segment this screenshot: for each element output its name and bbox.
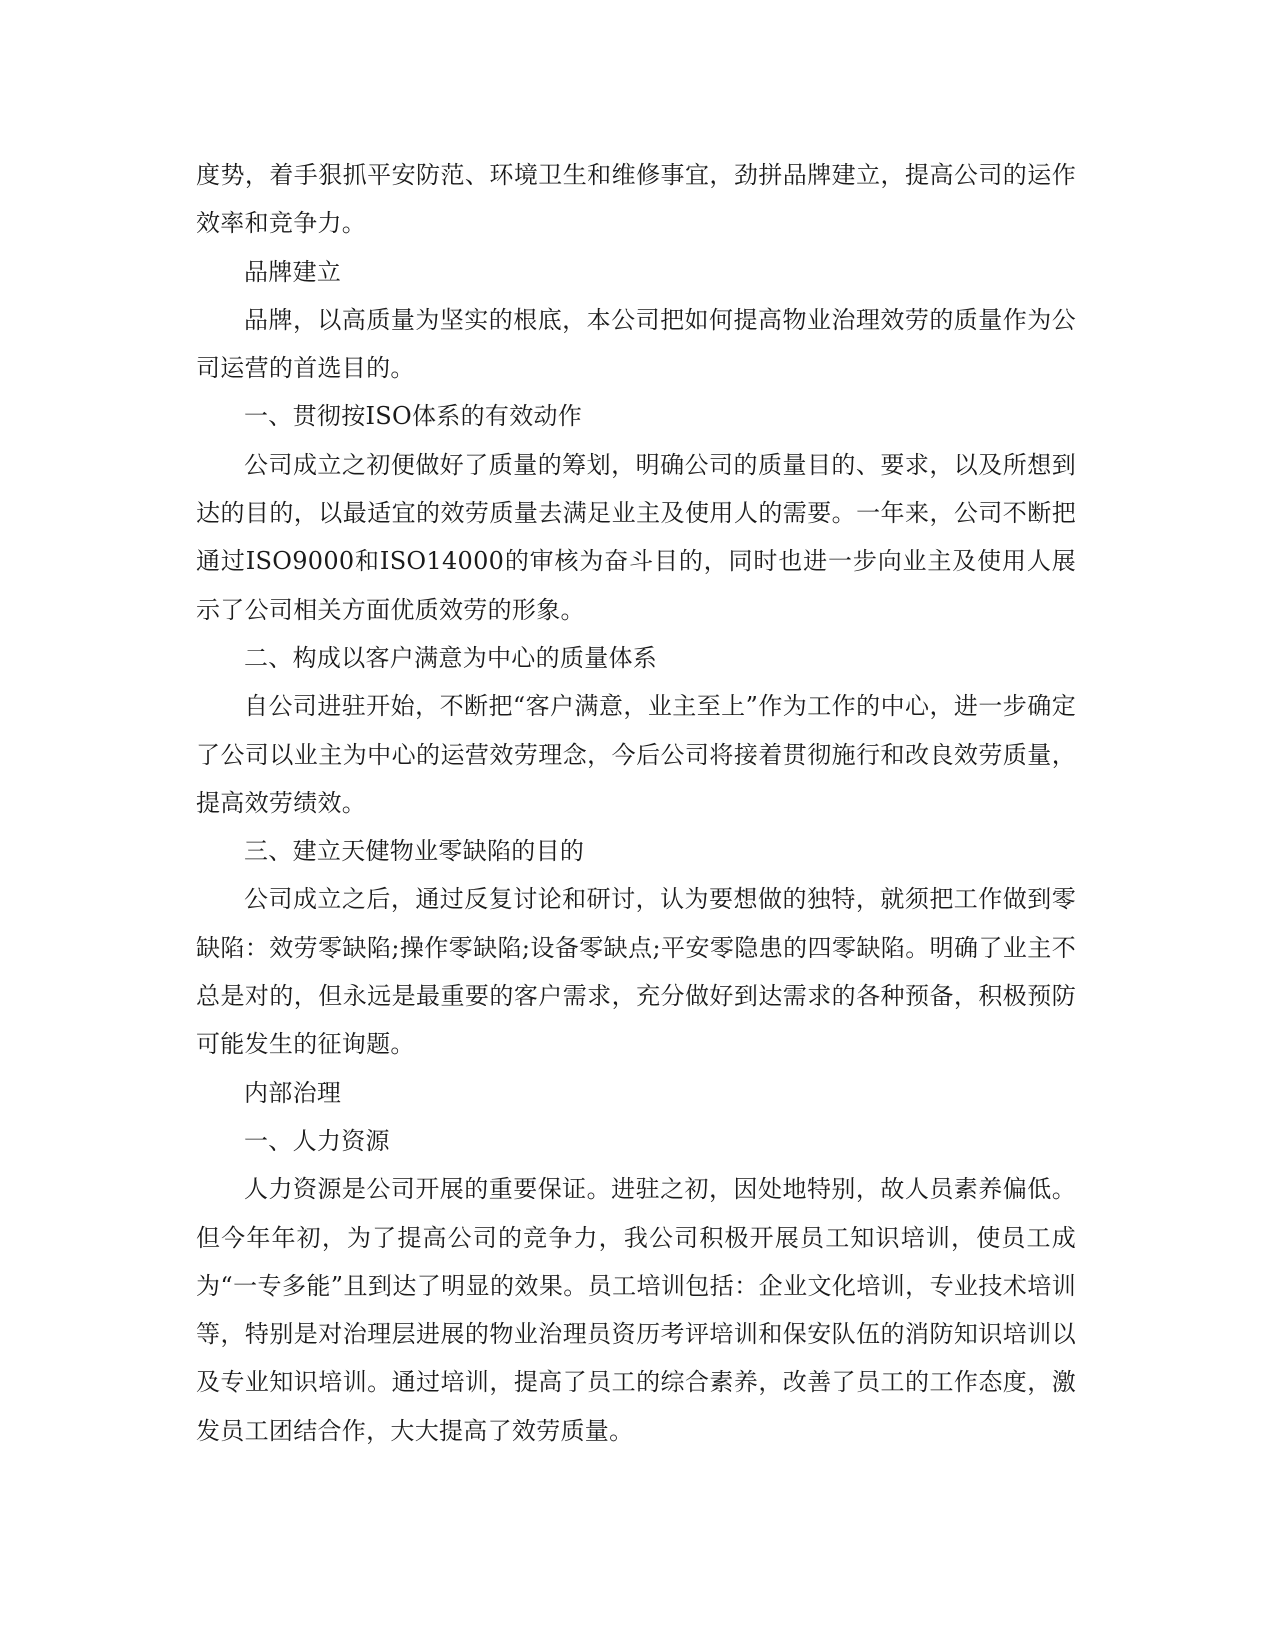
subheading-hr: 一、人力资源 (244, 1126, 390, 1155)
document-body (196, 151, 1076, 1455)
section-heading-brand: 品牌建立 (244, 257, 342, 286)
paragraph-brand: 品牌，以高质量为坚实的根底，本公司把如何提高物业治理效劳的质量作为公司运营的首选目的。 (196, 305, 1076, 383)
paragraph-zero-defect: 公司成立之后，通过反复讨论和研讨，认为要想做的独特，就须把工作做到零缺陷：效劳零缺陷;操作零缺陷;设备零缺点;平安零隐患的四零缺陷。明确了业主不总是对的，但永远是最重要的客户需求，充分做好到达需求的各种预备，积极预防可能发生的征询题。 (196, 885, 1076, 1059)
paragraph-intro-continuation: 度势，着手狠抓平安防范、环境卫生和维修事宜，劲拼品牌建立，提高公司的运作效率和竞争力。 (196, 161, 1076, 238)
section-heading-internal: 内部治理 (244, 1078, 342, 1107)
subheading-iso: 一、贯彻按ISO体系的有效动作 (244, 402, 583, 431)
paragraph-iso: 公司成立之初便做好了质量的筹划，明确公司的质量目的、要求，以及所想到达的目的，以最适宜的效劳质量去满足业主及使用人的需要。一年来，公司不断把通过ISO9000和ISO14000的审核为奋斗目的，同时也进一步向业主及使用人展示了公司相关方面优质效劳的形象。 (196, 450, 1076, 624)
paragraph-hr: 人力资源是公司开展的重要保证。进驻之初，因处地特别，故人员素养偏低。但今年年初，为了提高公司的竞争力，我公司积极开展员工知识培训，使员工成为“一专多能”且到达了明显的效果。员工培训包括：企业文化培训，专业技术培训等，特别是对治理层进展的物业治理员资历考评培训和保安队伍的消防知识培训以及专业知识培训。通过培训，提高了员工的综合素养，改善了员工的工作态度，激发员工团结合作，大大提高了效劳质量。 (196, 1175, 1076, 1445)
paragraph-quality-system: 自公司进驻开始，不断把“客户满意，业主至上”作为工作的中心，进一步确定了公司以业主为中心的运营效劳理念，今后公司将接着贯彻施行和改良效劳质量，提高效劳绩效。 (196, 692, 1076, 817)
subheading-quality-system: 二、构成以客户满意为中心的质量体系 (244, 643, 658, 672)
subheading-zero-defect: 三、建立天健物业零缺陷的目的 (244, 837, 585, 866)
